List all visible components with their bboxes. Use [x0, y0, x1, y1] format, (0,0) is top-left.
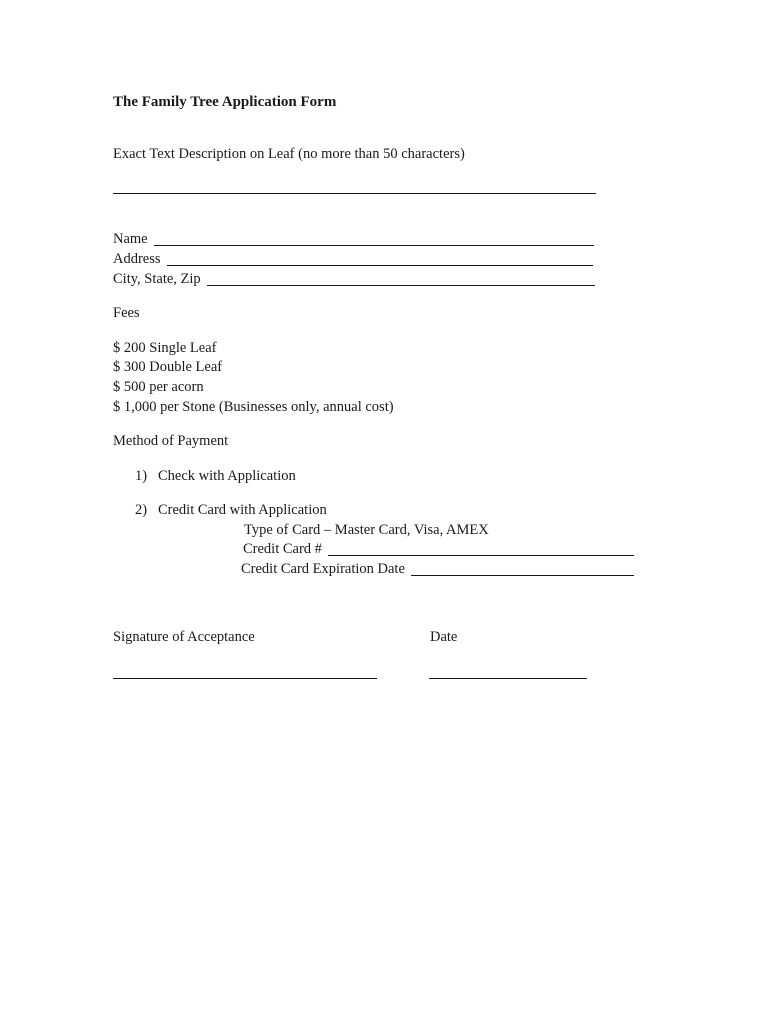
fee-item: $ 1,000 per Stone (Businesses only, annual cost) — [113, 399, 394, 415]
credit-card-expiry-field[interactable] — [241, 562, 634, 577]
fee-item: $ 200 Single Leaf — [113, 340, 217, 356]
payment-option-2-label: Credit Card with Application — [158, 502, 327, 518]
address-field[interactable] — [113, 252, 593, 267]
payment-option-1-label: Check with Application — [158, 468, 296, 484]
credit-card-expiry-label: Credit Card Expiration Date — [241, 561, 405, 577]
form-title: The Family Tree Application Form — [113, 94, 337, 110]
credit-card-number-label: Credit Card # — [243, 541, 322, 557]
leaf-description-label: Exact Text Description on Leaf (no more than 50 characters) — [113, 146, 465, 162]
address-label: Address — [113, 251, 161, 267]
card-type-text: Type of Card – Master Card, Visa, AMEX — [244, 522, 489, 538]
name-label: Name — [113, 231, 148, 247]
payment-option-1-number: 1) — [135, 468, 148, 484]
payment-heading: Method of Payment — [113, 433, 229, 449]
payment-option-2-number: 2) — [135, 502, 148, 518]
credit-card-expiry-line[interactable] — [411, 574, 634, 576]
fee-item: $ 500 per acorn — [113, 379, 204, 395]
date-line[interactable] — [429, 678, 587, 679]
credit-card-number-line[interactable] — [328, 554, 634, 556]
credit-card-number-field[interactable] — [243, 542, 634, 557]
city-state-zip-line[interactable] — [207, 284, 595, 286]
name-line[interactable] — [154, 244, 594, 246]
address-line[interactable] — [167, 264, 593, 266]
name-field[interactable] — [113, 232, 594, 247]
fee-item: $ 300 Double Leaf — [113, 359, 223, 375]
fees-heading: Fees — [113, 305, 140, 321]
signature-label: Signature of Acceptance — [113, 629, 255, 645]
city-state-zip-field[interactable] — [113, 272, 595, 287]
city-state-zip-label: City, State, Zip — [113, 271, 201, 287]
leaf-description-line[interactable] — [113, 193, 596, 194]
date-label: Date — [430, 629, 458, 645]
signature-line[interactable] — [113, 678, 377, 679]
